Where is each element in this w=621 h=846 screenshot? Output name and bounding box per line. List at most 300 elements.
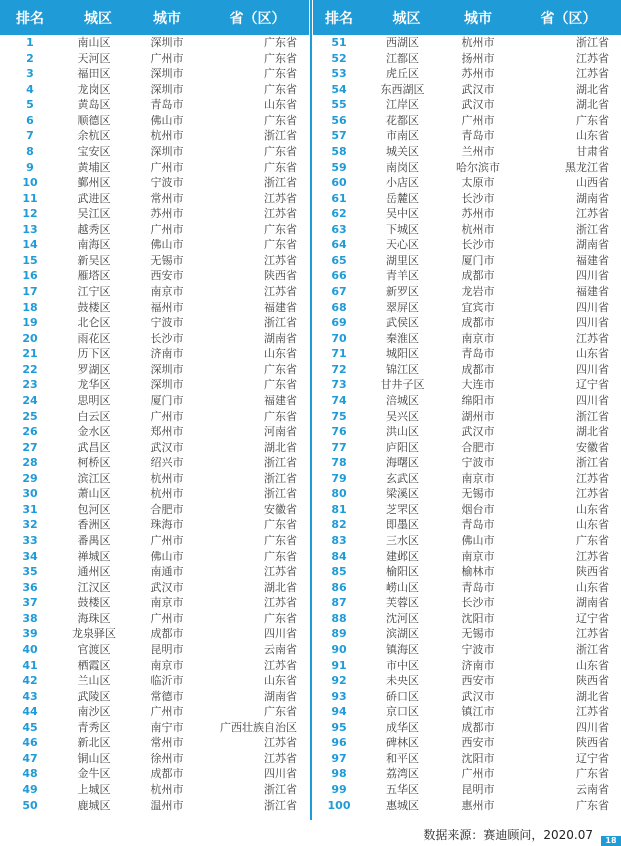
city-cell: 广州市	[150, 705, 184, 719]
province-cell: 四川省	[264, 627, 297, 641]
rank-cell: 21	[22, 347, 38, 361]
rank-cell: 68	[331, 300, 347, 314]
city-cell: 成都市	[150, 627, 184, 641]
rank-cell: 56	[331, 113, 347, 127]
rank-cell: 79	[331, 471, 347, 485]
district-cell: 雁塔区	[77, 269, 111, 283]
province-cell: 湖北省	[576, 425, 609, 439]
province-cell: 四川省	[576, 720, 609, 734]
province-cell: 浙江省	[264, 316, 297, 330]
province-cell: 江苏省	[264, 736, 297, 750]
city-cell: 厦门市	[461, 253, 495, 267]
table-row	[0, 798, 309, 814]
district-cell: 新北区	[77, 736, 111, 750]
province-cell: 陕西省	[576, 736, 609, 750]
district-cell: 和平区	[386, 751, 419, 765]
rank-cell: 14	[22, 238, 38, 252]
province-cell: 江苏省	[264, 253, 297, 267]
rank-cell: 5	[26, 98, 34, 112]
province-cell: 江苏省	[264, 207, 297, 221]
district-cell: 栖霞区	[77, 658, 111, 672]
table-header-row	[0, 0, 309, 35]
province-cell: 四川省	[576, 316, 609, 330]
city-cell: 杭州市	[150, 471, 184, 485]
province-cell: 四川省	[576, 269, 609, 283]
table-row	[313, 66, 621, 82]
rank-cell: 40	[22, 642, 38, 656]
province-cell: 山东省	[264, 98, 297, 112]
province-cell: 广东省	[264, 611, 297, 625]
table-row	[0, 580, 309, 596]
rank-cell: 97	[331, 751, 347, 765]
rank-cell: 15	[22, 253, 38, 267]
city-cell: 郑州市	[150, 425, 184, 439]
table-row	[0, 315, 309, 331]
table-row	[0, 393, 309, 409]
district-cell: 福田区	[77, 67, 111, 81]
district-cell: 庐阳区	[386, 440, 419, 454]
district-cell: 鹿城区	[77, 798, 111, 812]
table-row	[313, 611, 621, 627]
table-row	[313, 160, 621, 176]
city-cell: 深圳市	[150, 82, 184, 96]
rank-cell: 71	[331, 347, 347, 361]
rank-cell: 90	[331, 642, 347, 656]
city-cell: 南京市	[150, 658, 184, 672]
rank-cell: 53	[331, 67, 347, 81]
city-cell: 兰州市	[461, 144, 495, 158]
rank-cell: 23	[22, 378, 38, 392]
district-cell: 越秀区	[77, 222, 111, 236]
district-cell: 金牛区	[77, 767, 111, 781]
table-row	[313, 284, 621, 300]
province-cell: 江苏省	[576, 331, 609, 345]
city-cell: 无锡市	[461, 487, 495, 501]
province-cell: 福建省	[264, 393, 297, 407]
city-cell: 宁波市	[461, 642, 495, 656]
rank-cell: 41	[22, 658, 38, 672]
district-cell: 芝罘区	[386, 502, 419, 516]
district-cell: 荔湾区	[386, 767, 419, 781]
city-cell: 南京市	[150, 596, 184, 610]
table-row	[313, 626, 621, 642]
district-cell: 东西湖区	[380, 82, 425, 96]
district-cell: 吴中区	[386, 207, 419, 221]
rank-cell: 76	[331, 425, 347, 439]
province-cell: 山东省	[576, 580, 609, 594]
district-cell: 通州区	[77, 565, 111, 579]
city-cell: 青岛市	[461, 129, 495, 143]
district-cell: 黄岛区	[77, 98, 111, 112]
province-cell: 广东省	[264, 534, 297, 547]
table-row	[0, 595, 309, 611]
table-row	[313, 409, 621, 425]
table-row	[0, 175, 309, 191]
district-cell: 青秀区	[77, 720, 111, 734]
city-cell: 徐州市	[150, 751, 184, 765]
province-cell: 福建省	[264, 300, 297, 314]
district-cell: 玄武区	[386, 471, 419, 485]
table-row	[313, 533, 621, 549]
district-cell: 翠屏区	[386, 300, 419, 314]
province-cell: 湖南省	[264, 331, 297, 345]
district-cell: 城阳区	[386, 347, 419, 361]
district-cell: 武侯区	[386, 316, 419, 330]
city-cell: 宁波市	[461, 456, 495, 470]
table-row	[313, 300, 621, 316]
table-row	[0, 113, 309, 129]
city-cell: 杭州市	[461, 36, 495, 49]
table-row	[313, 346, 621, 362]
rank-cell: 54	[331, 82, 347, 96]
table-row	[0, 253, 309, 269]
city-cell: 绍兴市	[150, 456, 184, 470]
district-cell: 花都区	[386, 113, 419, 127]
district-cell: 雨花区	[77, 331, 111, 345]
city-cell: 南京市	[461, 549, 495, 563]
city-cell: 厦门市	[150, 393, 184, 407]
ranking-table-left	[0, 0, 309, 813]
province-cell: 江苏省	[576, 487, 609, 501]
province-cell: 广东省	[264, 238, 297, 252]
province-cell: 江苏省	[264, 658, 297, 672]
rank-cell: 75	[331, 409, 347, 423]
table-row	[313, 97, 621, 113]
table-row	[0, 440, 309, 456]
city-cell: 龙岩市	[461, 285, 495, 298]
rank-cell: 31	[22, 502, 38, 516]
rank-cell: 61	[331, 191, 347, 205]
table-row	[0, 782, 309, 798]
rank-cell: 63	[331, 222, 347, 236]
ranking-table-right	[313, 0, 621, 813]
city-cell: 宜宾市	[461, 300, 495, 314]
province-cell: 四川省	[576, 362, 609, 376]
city-cell: 绵阳市	[461, 393, 495, 407]
district-cell: 西湖区	[386, 36, 419, 49]
province-cell: 江苏省	[576, 705, 609, 719]
table-row	[0, 66, 309, 82]
province-cell: 湖北省	[264, 580, 297, 594]
page-number: 18	[601, 836, 621, 846]
district-cell: 萧山区	[77, 487, 111, 501]
rank-cell: 98	[331, 767, 347, 781]
rank-cell: 78	[331, 456, 347, 470]
table-row	[313, 549, 621, 565]
district-cell: 鼓楼区	[77, 596, 111, 610]
province-cell: 广西壮族自治区	[220, 720, 297, 734]
province-cell: 陕西省	[264, 269, 297, 283]
city-cell: 杭州市	[150, 783, 184, 796]
table-row	[313, 113, 621, 129]
province-cell: 山东省	[576, 502, 609, 516]
district-cell: 崂山区	[386, 580, 419, 594]
rank-cell: 30	[22, 487, 38, 501]
rank-cell: 3	[26, 67, 34, 81]
city-cell: 武汉市	[461, 82, 495, 96]
city-cell: 武汉市	[461, 689, 495, 703]
table-row	[313, 751, 621, 767]
province-cell: 山东省	[576, 518, 609, 532]
district-cell: 黄埔区	[77, 160, 111, 174]
table-row	[313, 222, 621, 238]
district-cell: 吴江区	[77, 207, 111, 221]
city-cell: 哈尔滨市	[456, 160, 500, 174]
province-cell: 广东省	[264, 705, 297, 719]
rank-cell: 22	[22, 362, 38, 376]
district-cell: 番禺区	[77, 534, 111, 547]
province-cell: 山东省	[264, 347, 297, 361]
rank-cell: 62	[331, 207, 347, 221]
table-row	[313, 735, 621, 751]
city-cell: 长沙市	[461, 238, 495, 252]
district-cell: 惠城区	[386, 798, 419, 812]
province-cell: 陕西省	[576, 674, 609, 688]
rank-cell: 66	[331, 269, 347, 283]
rank-cell: 95	[331, 720, 347, 734]
city-cell: 南京市	[461, 331, 495, 345]
rank-cell: 24	[22, 393, 38, 407]
district-cell: 市中区	[386, 658, 419, 672]
province-cell: 江苏省	[576, 207, 609, 221]
city-cell: 广州市	[150, 222, 184, 236]
city-cell: 杭州市	[150, 487, 184, 501]
city-cell: 深圳市	[150, 378, 184, 392]
city-cell: 成都市	[461, 316, 495, 330]
table-row	[0, 735, 309, 751]
rank-cell: 35	[22, 565, 38, 579]
rank-cell: 96	[331, 736, 347, 750]
rank-cell: 85	[331, 565, 347, 579]
table-row	[313, 766, 621, 782]
province-cell: 山东省	[576, 658, 609, 672]
rank-cell: 9	[26, 160, 34, 174]
city-cell: 无锡市	[150, 253, 184, 267]
city-cell: 广州市	[150, 160, 184, 174]
district-cell: 历下区	[77, 347, 111, 361]
city-cell: 合肥市	[150, 502, 184, 516]
district-cell: 海曙区	[386, 456, 419, 470]
district-cell: 涪城区	[386, 393, 419, 407]
rank-cell: 73	[331, 378, 347, 392]
district-cell: 武陵区	[77, 689, 111, 703]
city-cell: 长沙市	[150, 331, 184, 345]
city-cell: 济南市	[461, 658, 495, 672]
city-cell: 成都市	[150, 767, 184, 781]
header-province: 省（区）	[516, 0, 621, 35]
city-cell: 苏州市	[150, 207, 184, 221]
table-row	[313, 268, 621, 284]
province-cell: 黑龙江省	[565, 160, 609, 174]
district-cell: 江汉区	[77, 580, 111, 594]
city-cell: 太原市	[461, 176, 495, 190]
table-row	[0, 517, 309, 533]
rank-cell: 55	[331, 98, 347, 112]
district-cell: 南海区	[77, 238, 111, 252]
city-cell: 深圳市	[150, 36, 184, 49]
rank-cell: 64	[331, 238, 347, 252]
district-cell: 锦江区	[386, 362, 419, 376]
table-row	[313, 580, 621, 596]
district-cell: 白云区	[77, 409, 111, 423]
district-cell: 上城区	[77, 783, 111, 796]
city-cell: 武汉市	[150, 440, 184, 454]
table-row	[313, 175, 621, 191]
table-row	[313, 440, 621, 456]
table-row	[313, 35, 621, 51]
rank-cell: 82	[331, 518, 347, 532]
header-district: 城区	[365, 0, 440, 35]
city-cell: 广州市	[461, 113, 495, 127]
table-row	[0, 268, 309, 284]
district-cell: 五华区	[386, 783, 419, 796]
rank-cell: 89	[331, 627, 347, 641]
city-cell: 广州市	[150, 611, 184, 625]
district-cell: 南沙区	[77, 705, 111, 719]
district-cell: 柯桥区	[77, 456, 111, 470]
province-cell: 广东省	[264, 144, 297, 158]
table-row	[0, 642, 309, 658]
table-row	[0, 237, 309, 253]
rank-cell: 19	[22, 316, 38, 330]
table-row	[313, 237, 621, 253]
district-cell: 江岸区	[386, 98, 419, 112]
province-cell: 江苏省	[576, 627, 609, 641]
table-row	[0, 704, 309, 720]
province-cell: 湖北省	[264, 440, 297, 454]
district-cell: 金水区	[77, 425, 111, 439]
city-cell: 长沙市	[461, 596, 495, 610]
table-row	[313, 658, 621, 674]
district-cell: 湖里区	[386, 253, 419, 267]
city-cell: 成都市	[461, 720, 495, 734]
rank-cell: 39	[22, 627, 38, 641]
table-row	[0, 533, 309, 549]
city-cell: 深圳市	[150, 144, 184, 158]
city-cell: 扬州市	[461, 51, 495, 65]
city-cell: 温州市	[150, 798, 184, 812]
table-row	[0, 97, 309, 113]
province-cell: 湖南省	[264, 689, 297, 703]
district-cell: 南山区	[77, 36, 111, 49]
district-cell: 海珠区	[77, 611, 111, 625]
city-cell: 镇江市	[461, 705, 495, 719]
city-cell: 惠州市	[461, 798, 495, 812]
table-row	[313, 673, 621, 689]
district-cell: 江宁区	[77, 285, 111, 298]
rank-cell: 49	[22, 783, 38, 796]
province-cell: 广东省	[264, 378, 297, 392]
rank-cell: 2	[26, 51, 34, 65]
table-row	[313, 393, 621, 409]
table-row	[0, 144, 309, 160]
table-row	[0, 751, 309, 767]
province-cell: 甘肃省	[576, 144, 609, 158]
province-cell: 山东省	[576, 129, 609, 143]
city-cell: 佛山市	[150, 113, 184, 127]
rank-cell: 77	[331, 440, 347, 454]
province-cell: 辽宁省	[576, 751, 609, 765]
district-cell: 成华区	[386, 720, 419, 734]
province-cell: 江苏省	[576, 471, 609, 485]
rank-cell: 45	[22, 720, 38, 734]
rank-cell: 46	[22, 736, 38, 750]
district-cell: 虎丘区	[386, 67, 419, 81]
district-cell: 甘井子区	[380, 378, 425, 392]
table-row	[0, 222, 309, 238]
table-row	[0, 658, 309, 674]
city-cell: 成都市	[461, 362, 495, 376]
district-cell: 小店区	[386, 176, 419, 190]
district-cell: 梁溪区	[386, 487, 419, 501]
rank-cell: 81	[331, 502, 347, 516]
column-divider	[310, 0, 312, 820]
table-row	[0, 611, 309, 627]
province-cell: 福建省	[576, 253, 609, 267]
rank-cell: 16	[22, 269, 38, 283]
table-row	[0, 35, 309, 51]
province-cell: 江苏省	[264, 751, 297, 765]
district-cell: 兰山区	[77, 674, 111, 688]
table-header-row	[313, 0, 621, 35]
province-cell: 浙江省	[576, 642, 609, 656]
province-cell: 江苏省	[264, 596, 297, 610]
table-row	[0, 346, 309, 362]
province-cell: 广东省	[264, 67, 297, 81]
district-cell: 官渡区	[77, 642, 111, 656]
table-row	[313, 689, 621, 705]
table-row	[0, 766, 309, 782]
city-cell: 青岛市	[150, 98, 184, 112]
rank-cell: 86	[331, 580, 347, 594]
rank-cell: 28	[22, 456, 38, 470]
province-cell: 湖南省	[576, 238, 609, 252]
city-cell: 武汉市	[461, 425, 495, 439]
rank-cell: 7	[26, 129, 34, 143]
city-cell: 宁波市	[150, 316, 184, 330]
rank-cell: 84	[331, 549, 347, 563]
rank-cell: 43	[22, 689, 38, 703]
province-cell: 安徽省	[264, 502, 297, 516]
province-cell: 浙江省	[264, 129, 297, 143]
city-cell: 烟台市	[461, 502, 495, 516]
district-cell: 吴兴区	[386, 409, 419, 423]
district-cell: 城关区	[386, 144, 419, 158]
province-cell: 广东省	[264, 82, 297, 96]
district-cell: 榆阳区	[386, 565, 419, 579]
rank-cell: 72	[331, 362, 347, 376]
rank-cell: 87	[331, 596, 347, 610]
table-row	[0, 409, 309, 425]
table-row	[0, 455, 309, 471]
header-city: 城市	[440, 0, 516, 35]
province-cell: 广东省	[264, 222, 297, 236]
table-row	[313, 206, 621, 222]
rank-cell: 17	[22, 285, 38, 298]
city-cell: 西安市	[150, 269, 184, 283]
table-row	[0, 82, 309, 98]
rank-cell: 99	[331, 783, 347, 796]
rank-cell: 44	[22, 705, 38, 719]
province-cell: 云南省	[576, 783, 609, 796]
table-row	[0, 689, 309, 705]
table-row	[0, 191, 309, 207]
table-row	[313, 128, 621, 144]
rank-cell: 25	[22, 409, 38, 423]
city-cell: 沈阳市	[461, 611, 495, 625]
province-cell: 广东省	[264, 362, 297, 376]
rank-cell: 8	[26, 144, 34, 158]
